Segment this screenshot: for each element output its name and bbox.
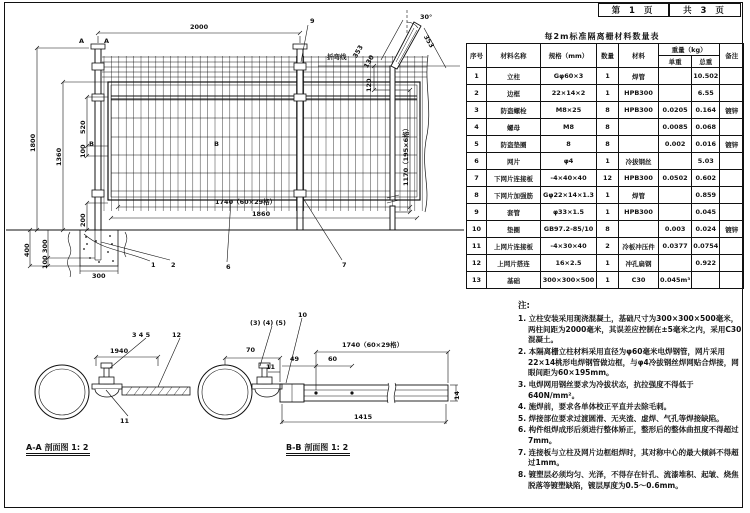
dim-post-spacing: 2000	[190, 23, 209, 31]
materials-table	[466, 43, 744, 289]
callout-2: 2	[171, 261, 176, 269]
dim-353-left: 353	[351, 43, 365, 60]
dim-520: 520	[79, 120, 87, 134]
dim-panel-height: 1360	[55, 147, 63, 166]
bend-line-label: 折弯线	[327, 53, 347, 61]
callout-11: 11	[120, 417, 130, 425]
table-row: 11 上网片连接板 -4×30×40 2 冷板冲压件 0.0377 0.0754	[467, 238, 744, 255]
note-item: 3. 电焊网用钢丝要求为冷拔状态，抗拉强度不得低于640N/mm²。	[518, 379, 694, 400]
table-row: 1 立柱 Gφ60×3 1 焊管 10.502	[467, 68, 744, 85]
callout-9: 9	[310, 17, 315, 25]
table-row: 5 防盗垫圈 8 8 0.002 0.016 镀锌	[467, 136, 744, 153]
section-aa-label: A-A 剖面图 1: 2	[26, 444, 90, 456]
dim-353-right: 353	[421, 33, 436, 50]
dim-depth-400: 400	[23, 243, 31, 257]
col-header-no: 序号	[467, 44, 487, 68]
callout-6: 6	[226, 263, 231, 271]
note-item: 4. 施焊前，要求各单体校正平直并去除毛刺。	[518, 402, 672, 412]
notes-block	[518, 300, 744, 492]
dim-mesh-width: 1740（60×29格）	[215, 198, 277, 206]
section-bb-label: B-B 剖面图 1: 2	[286, 444, 350, 456]
table-row: 10 垫圈 GB97.2-85/10 8 0.003 0.024 镀锌	[467, 221, 744, 238]
dim-foundation-width: 300	[92, 272, 106, 280]
table-row: 8 下网片加强筋 Gφ22×14×1.3 1 焊管 0.859	[467, 187, 744, 204]
dim-120: 120	[365, 78, 373, 92]
table-row: 4 螺母 M8 8 0.0085 0.068	[467, 119, 744, 136]
page-total-cell: 共 3 页	[669, 3, 741, 17]
section-marker-a: A	[79, 37, 85, 45]
dim-depth-300: 300	[41, 239, 49, 253]
col-header-spec: 规格（mm）	[541, 44, 597, 68]
callout-345: 3 4 5	[132, 331, 151, 339]
dim-total-height: 1800	[29, 133, 37, 152]
dim-bend-angle: 30°	[420, 13, 433, 21]
table-row: 3 防盗螺栓 M8×25 8 HPB300 0.0205 0.164 镀锌	[467, 102, 744, 119]
dim-70: 70	[246, 346, 256, 354]
dim-ground-clearance: 200	[79, 213, 87, 227]
note-item: 7. 连接板与立柱及网片边框组焊时，其对称中心的最大倾斜不得超过1mm。	[518, 447, 739, 468]
col-header-total-weight: 总重	[692, 56, 720, 68]
note-item: 6. 构件组焊成形后须进行整体矫正，整形后的整体曲扭度不得超过7mm。	[518, 425, 739, 446]
col-header-remark: 备注	[720, 44, 744, 68]
col-header-material: 材料	[619, 44, 659, 68]
table-row: 12 上网片搭连 16×2.5 1 冲孔扁钢 0.922	[467, 255, 744, 272]
dim-60: 60	[328, 355, 338, 363]
table-row: 7 下网片连接板 -4×40×40 12 HPB300 0.0502 0.602	[467, 170, 744, 187]
dim-130: 130	[362, 53, 376, 70]
page-number-cell: 第 1 页	[598, 3, 669, 17]
dim-1940: 1940	[110, 347, 129, 355]
col-header-qty: 数量	[597, 44, 619, 68]
dim-100: 100	[79, 144, 87, 158]
notes-list	[518, 314, 744, 491]
notes-title: 注:	[518, 301, 530, 311]
materials-table-body	[467, 68, 744, 289]
dim-49: 49	[290, 355, 300, 363]
section-marker-b: B	[214, 140, 219, 148]
table-row: 6 网片 φ4 1 冷拔钢丝 5.03	[467, 153, 744, 170]
col-header-weight: 重量（kg）	[659, 44, 720, 56]
dim-post-upper: 1170（195×6格）	[402, 124, 410, 186]
callout-10: 10	[298, 311, 308, 319]
callout-345-bb: (3) (4) (5)	[250, 319, 286, 327]
callout-1: 1	[151, 261, 156, 269]
section-marker-b: B	[89, 140, 94, 148]
table-row: 13 基础 300×300×500 1 C30 0.045m³	[467, 272, 744, 289]
table-row: 2 边框 22×14×2 1 HPB300 6.55	[467, 85, 744, 102]
note-item: 2. 本隔离栅立柱材料采用直径为φ60毫米电焊钢管，网片采用22×14桃形电焊钢管做边框，与φ4冷拔钢丝焊网贴合焊接，网眼间距为60×195mm。	[518, 346, 739, 378]
col-header-unit-weight: 单重	[659, 56, 692, 68]
dim-14: 14	[453, 390, 461, 400]
table-title: 每2m标准隔离栅材料数量表	[544, 32, 660, 41]
section-marker-a: A	[104, 37, 110, 45]
dim-bar-grid: 1740（60×29格）	[342, 341, 404, 349]
col-header-name: 材料名称	[487, 44, 541, 68]
note-item: 5. 焊接部位要求过渡圆滑、无夹渣、虚焊、气孔等焊接缺陷。	[518, 413, 724, 423]
callout-7: 7	[342, 261, 347, 269]
dim-frame-width: 1860	[252, 210, 271, 218]
dim-depth-100: 100	[41, 255, 49, 269]
dim-1415: 1415	[354, 413, 373, 421]
note-item: 1. 立柱安装采用现浇混凝土，基础尺寸为300×300×500毫米，两柱间距为2000毫米，其误差应控制在±5毫米之内，采用C30混凝土。	[518, 314, 742, 345]
note-item: 8. 镀塑层必须均匀、光泽，不得存在针孔、流漆堆积、起皱、烧焦脱落等镀塑缺陷，镀层厚度为0.5～0.6mm。	[518, 470, 739, 490]
dim-11: 11	[266, 363, 276, 371]
callout-12: 12	[172, 331, 182, 339]
table-row: 9 套管 φ33×1.5 1 HPB300 0.045	[467, 204, 744, 221]
